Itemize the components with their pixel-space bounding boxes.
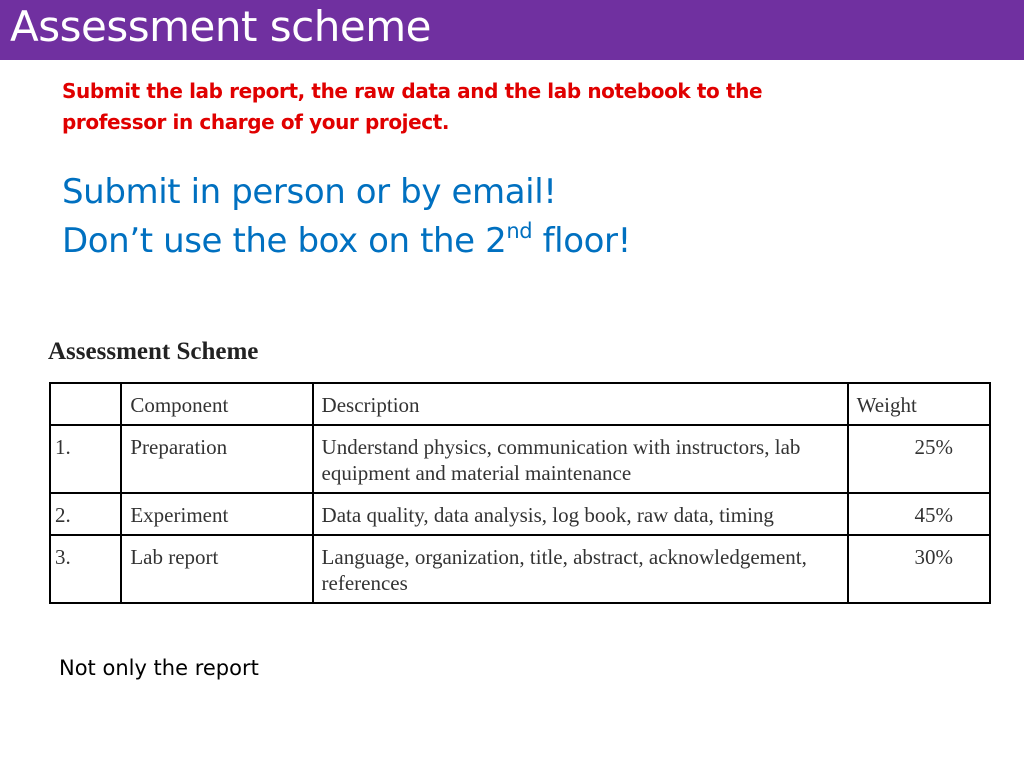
row-number: 1. [50, 425, 121, 493]
row-number: 3. [50, 535, 121, 603]
row-number: 2. [50, 493, 121, 535]
header-cell-component: Component [121, 383, 312, 425]
instruction-line-1: Submit the lab report, the raw data and the lab notebook to the [62, 79, 763, 103]
header-cell-description: Description [313, 383, 848, 425]
table-header-row [50, 383, 990, 425]
submit-line-1: Submit in person or by email! [62, 172, 557, 212]
submit-line-2-prefix: Don’t use the box on the 2 [62, 221, 507, 261]
ordinal-suffix: nd [506, 219, 533, 243]
row-component: Lab report [121, 535, 312, 603]
submission-instructions [62, 76, 782, 138]
row-weight: 30% [848, 535, 990, 603]
table-heading: Assessment Scheme [48, 338, 259, 365]
slide-title: Assessment scheme [10, 2, 431, 51]
row-component: Experiment [121, 493, 312, 535]
row-weight: 25% [848, 425, 990, 493]
row-component: Preparation [121, 425, 312, 493]
row-description: Language, organization, title, abstract, acknowledgement, references [313, 535, 848, 603]
header-cell-weight: Weight [848, 383, 990, 425]
assessment-table [49, 382, 991, 604]
table-row [50, 425, 990, 493]
title-bar [0, 0, 1024, 60]
submit-notice [62, 168, 631, 266]
row-description: Understand physics, communication with instructors, lab equipment and material maintenance [313, 425, 848, 493]
instruction-line-2: professor in charge of your project. [62, 110, 450, 134]
footnote: Not only the report [59, 656, 259, 680]
submit-line-2-suffix: floor! [532, 221, 631, 261]
row-description: Data quality, data analysis, log book, raw data, timing [313, 493, 848, 535]
submit-line-2 [62, 217, 631, 266]
table-row [50, 493, 990, 535]
row-weight: 45% [848, 493, 990, 535]
table-row [50, 535, 990, 603]
header-cell-number [50, 383, 121, 425]
